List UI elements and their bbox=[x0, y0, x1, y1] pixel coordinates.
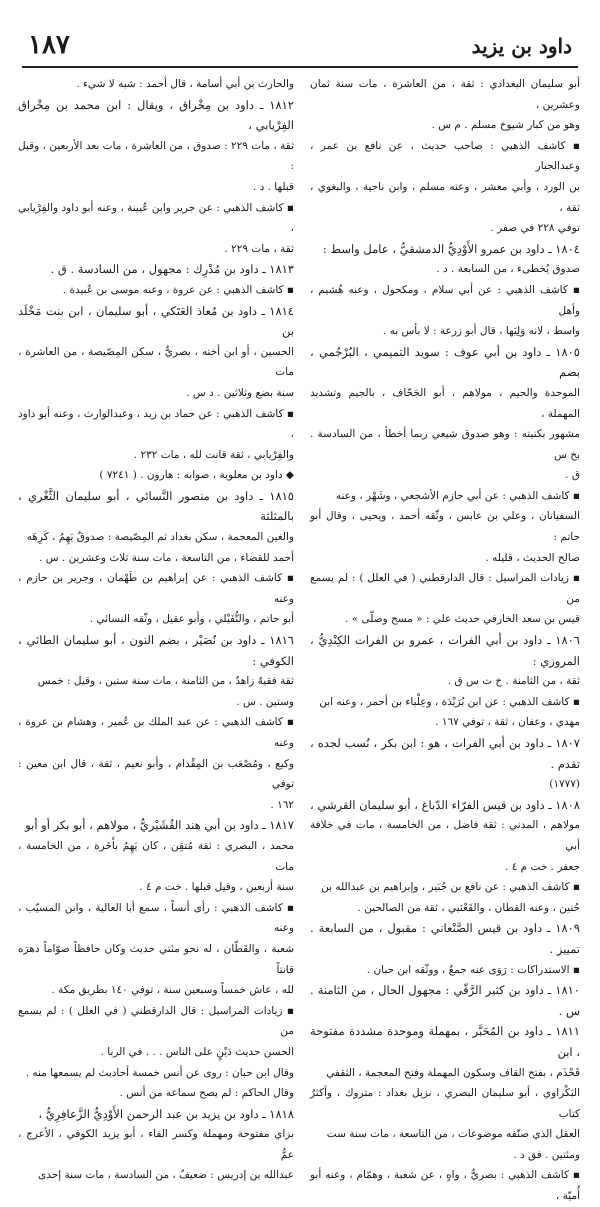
text-line: قَحْذَم ، بفتح القاف وسكون المهملة وفتح المعجمة ، الثقفي bbox=[326, 1066, 580, 1079]
text-line: صالح الحديث ، قليله . bbox=[485, 551, 580, 564]
text-line: الحسين ، أو ابن أخته ، بصريٌّ ، سكن المِصّيصة ، من العاشرة ، مات bbox=[18, 345, 294, 379]
biography-entry-line: ١٨١٦ ـ داود بن نُصَيْر ، بضم النون ، أبو سليمان الطائي ، الكوفي : bbox=[18, 633, 294, 668]
text-line: لله ، عاش خمساً وسبعين سنة ، توفي ١٤٠ بطريق مكة . bbox=[51, 984, 294, 997]
text-line: وهو من كبار شيوخ مسلم . م س . bbox=[431, 119, 580, 132]
text-line: ◆ داود بن معلوية ، صوابه : هارون . ( ٧٢٤١ ) bbox=[99, 469, 294, 482]
text-line: ▪ زيادات المراسيل : قال الدارقطني ( في العلل ) : لم يسمع من bbox=[18, 1004, 294, 1038]
running-title: داود بن يزيد bbox=[471, 34, 572, 58]
text-line: ▪ كاشف الذهبي : صاحب حديث ، عن نافع بن عمر ، وعبدالجبار bbox=[310, 139, 580, 173]
biography-entry-line: ١٨١٤ ـ داود بن مُعاذ العَتَكي ، أبو سليمان ، ابن بنت مَخْلَد بن bbox=[18, 303, 294, 339]
text-line: ▪ كاشف الذهبي : رأى أنساً ، سمع أبا العالية ، وابن المسيّب ، وعنه bbox=[18, 901, 294, 935]
biography-entry-line: ١٨٠٤ ـ داود بن عمرو الأَوْدِيُّ الدمشقيُّ ، عامل واسط : bbox=[322, 241, 580, 256]
text-line: ١٦٢ . bbox=[270, 798, 294, 811]
text-line: توفي ٢٢٨ في صفر . bbox=[490, 222, 580, 235]
text-line: واسط ، لانه وَلِيَها ، قال أبو زرعة : لا بأس به . bbox=[382, 325, 580, 338]
biography-entry-line: ١٨١٨ ـ داود بن يزيد بن عبد الرحمن الأَوْدِيُّ الزَّعافِرِيُّ ، bbox=[38, 1106, 294, 1121]
text-line: ▪ كاشف الذهبي : عن حماد بن زيد ، وعبدالوارث ، وعنه أبو داود ، bbox=[18, 407, 294, 441]
text-line: حُنين ، وعنه القطان ، والقَعْنَبي ، ثقة من الصالحين . bbox=[357, 901, 580, 914]
biography-entry-line: ١٨١٧ ـ داود بن أبي هند القُشَيْريُّ ، مولاهم ، أبو بكر أو أبو bbox=[25, 818, 294, 833]
text-line: ▪ كاشف الذهبي : عن إبراهيم بن طَهْمان ، وجرير بن حازم ، وعنه bbox=[18, 572, 294, 605]
text-line: ▪ كاشف الذهبي : عن أبي حازم الأشجعي ، وشَهْر ، وعنه bbox=[335, 489, 580, 502]
text-line: ومئتين . فق د . bbox=[513, 1148, 580, 1161]
text-line: ق . bbox=[565, 469, 580, 482]
text-line: والفِرْيابي ، ثقة قانت لله ، مات ٢٣٢ . bbox=[133, 448, 294, 461]
text-line: ثقة ، مات ٢٢٩ . bbox=[224, 242, 294, 255]
text-line: قيس بن سعد الخارفي حديث علي : « مسح وصلّى » . bbox=[345, 613, 580, 626]
text-line: وكيع ، ومُصْعَب بن المِقْدام ، وأبو نعيم ، ثقة ، قال ابن معين : توفي bbox=[18, 757, 294, 791]
text-line: ▪ كاشف الذهبي : عن نافع بن جُبَير ، وإبراهيم بن عبدالله بن bbox=[321, 881, 580, 894]
text-line: مهدي ، وعفان ، ثقة ، توفي ١٦٧ . bbox=[435, 716, 580, 729]
biography-entry-line: ١٨١٥ ـ داود بن منصور النَّسائي ، أبو سليمان الثَّغْري ، بالمثلثة bbox=[18, 488, 294, 524]
text-line: ▪ كاشف الذهبي : عن عروة ، وعنه موسى بن عُبيدة . bbox=[62, 283, 294, 296]
text-line: بزاي مفتوحة ومهملة وكسر الفاء ، أبو يزيد الكوفي ، الأعرج ، عمُّ bbox=[18, 1128, 294, 1161]
text-line: والحارث بن أبي أسامة ، قال أحمد : شبه لا شيء . bbox=[76, 78, 294, 90]
text-line: شعبة ، والقَطّان ، له نحو مئتي حديث وكان حافظاً صوّاماً دهرَه قانتاً bbox=[18, 942, 294, 976]
biography-entry-line: ١٨٠٩ ـ داود بن قيس الصَّنْعاني : مقبول ، من السابعة . تمييز . bbox=[310, 921, 580, 956]
text-line: العقل الذي صنّفه موضوعات ، من التاسعة ، مات سنة ست bbox=[326, 1128, 580, 1141]
text-line: وستين . س . bbox=[236, 695, 294, 708]
text-line: ▪ زيادات المراسيل : قال الدارقطني ( في العلل ) : لم يسمع من bbox=[310, 572, 580, 605]
page-number: ١٨٧ bbox=[28, 30, 70, 60]
right-column bbox=[310, 74, 580, 1203]
text-line: البَكْراوي ، أبو سليمان البصري ، نزيل بغداد : متروك ، وأكثرُ كتاب bbox=[310, 1087, 580, 1120]
text-line: الحسن حديث دَيْنٍ على الناس . . . في الربا . bbox=[100, 1045, 294, 1058]
text-line: ثقة فقيهٌ زاهدٌ ، من الثامنة ، مات سنة ستين ، وقيل : خمس bbox=[37, 675, 294, 688]
page-header bbox=[22, 30, 578, 70]
header-rule bbox=[22, 66, 578, 68]
biography-entry-line: ١٨١٣ ـ داود بن مُدْرِك : مجهول ، من السادسة . ق . bbox=[50, 262, 294, 277]
text-line: ثقة ، مات ٢٢٩ : صدوق ، من العاشرة ، مات بعد الأربعين ، وقيل : bbox=[18, 139, 294, 173]
text-line: ▪ كاشف الذهبي : عن أبي سلام ، ومكحول ، وعنه هُشيم ، وأهل bbox=[310, 283, 580, 317]
text-line: سنة أربعين ، وقيل قبلها . خت م ٤ . bbox=[139, 881, 294, 894]
text-line: أحمد للقضاء ، من التاسعة ، مات سنة ثلاث وعشرين . س . bbox=[39, 551, 294, 564]
text-line: وقال ابن حبان : روى عن أنس خمسة أحاديث لم يسمعها منه . bbox=[25, 1066, 294, 1079]
biography-entry-line: ١٨٠٨ ـ داود بن قيس الفرّاء الدّباغ ، أبو سليمان القرشي ، bbox=[310, 797, 580, 812]
text-line: ثقة ، من الثامنة . خ ت س ق . bbox=[447, 675, 580, 688]
biography-entry-line: ١٨١٠ ـ داود بن كثير الرَّقّي : مجهول الحال ، من الثامنة . س . bbox=[310, 983, 580, 1018]
biography-entry-line: ١٨٠٧ ـ داود بن أبي الفرات ، هو : ابن بكر ، نُسب لجده ، تقدم . bbox=[310, 736, 580, 771]
text-line: والغين المعجمة ، سكن بغداد ثم المِصّيصة : صدوقٌ يَهِمُ ، كَرِهَه bbox=[26, 531, 294, 544]
text-line: عبدالله بن إدريس : ضعيفٌ ، من السادسة ، مات سنة إحدى bbox=[38, 1169, 294, 1182]
text-line: مشهور بكنيته : وهو صدوق شيعي ربما أخطأ ، من السادسة . بخ س bbox=[310, 428, 580, 461]
text-line: محمد ، البصري : ثقة مُتقِن ، كان يَهِمُ بأَخَرة ، من الخامسة ، مات bbox=[18, 839, 294, 873]
text-line: أبو سليمان البغدادي : ثقة ، من العاشرة ، مات سنة ثمان وعشرين ، bbox=[310, 78, 580, 111]
text-line: ▪ كاشف الذهبي : عن جرير وابن عُيينة ، وعنه أبو داود والفِرْيابي ، bbox=[18, 201, 294, 235]
text-line: سنة بضع وثلاثين . د س . bbox=[186, 386, 294, 399]
text-line: أبو حاتم ، والنُّفَيْلي ، وأبو عقيل ، وثّقه النسائي . bbox=[89, 613, 294, 626]
text-line: (١٧٧٧) bbox=[549, 778, 580, 791]
text-line: بن الورد ، وأبي معشر ، وعنه مسلم ، وابن ناجية ، والبغوي ، ثقة ، bbox=[310, 180, 580, 214]
biography-entry-line: ١٨١١ ـ داود بن المُحَبَّر ، بمهملة وموحدة مشددة مفتوحة ، ابن bbox=[310, 1024, 580, 1059]
text-line: ▪ كاشف الذهبي : عن عبد الملك بن عُمير ، وهشام بن عروة ، وعنه bbox=[18, 716, 294, 749]
text-line: مولاهم ، المدني : ثقة فاضل ، من الخامسة ، مات في خلافة أبي bbox=[310, 819, 580, 852]
text-line: ▪ الاستدراكات : رَوَى عنه جمعٌ ، ووثّقه ابن حبان . bbox=[366, 963, 580, 976]
left-column bbox=[18, 74, 294, 1182]
biography-entry-line: ١٨٠٦ ـ داود بن أبي الفرات ، عمرو بن الفرات الكِنْدِيُّ ، المروزي : bbox=[310, 633, 580, 668]
text-line: السفيانان ، وعلي بن عابس ، وثّقه أحمد ، ويحيى ، وقال أبو حاتم : bbox=[310, 510, 580, 544]
text-line: ▪ كاشف الذهبي : عن ابن بُرَيْدَة ، وعِلْباء بن أحمر ، وعنه ابن bbox=[319, 695, 580, 708]
text-line: ▪ كاشف الذهبي : بصريٌّ ، واهٍ ، عن شعبة ، وهمّام ، وعنه أبو أُميّة ، bbox=[310, 1169, 580, 1203]
biography-entry-line: ١٨٠٥ ـ داود بن أبي عوف : سويد التميمي ، البُرْجُمي ، بضم bbox=[310, 344, 580, 380]
text-line: جعفر . خت م ٤ . bbox=[505, 860, 580, 873]
text-line: قبلها . د . bbox=[252, 180, 294, 193]
text-line: الموحدة والجيم ، مولاهم ، أبو الجَحّاف ، بالجيم وتشديد المهملة ، bbox=[310, 386, 580, 420]
text-line: صدوق يُخطىء ، من السابعة . د . bbox=[436, 263, 580, 276]
biography-entry-line: ١٨١٢ ـ داود بن مِخْراق ، ويقال : ابن محمد بن مِخْراق الفِرْيابي ، bbox=[18, 97, 294, 133]
text-line: وقال الحاكم : لم يصح سماعه من أنس . bbox=[119, 1087, 294, 1100]
